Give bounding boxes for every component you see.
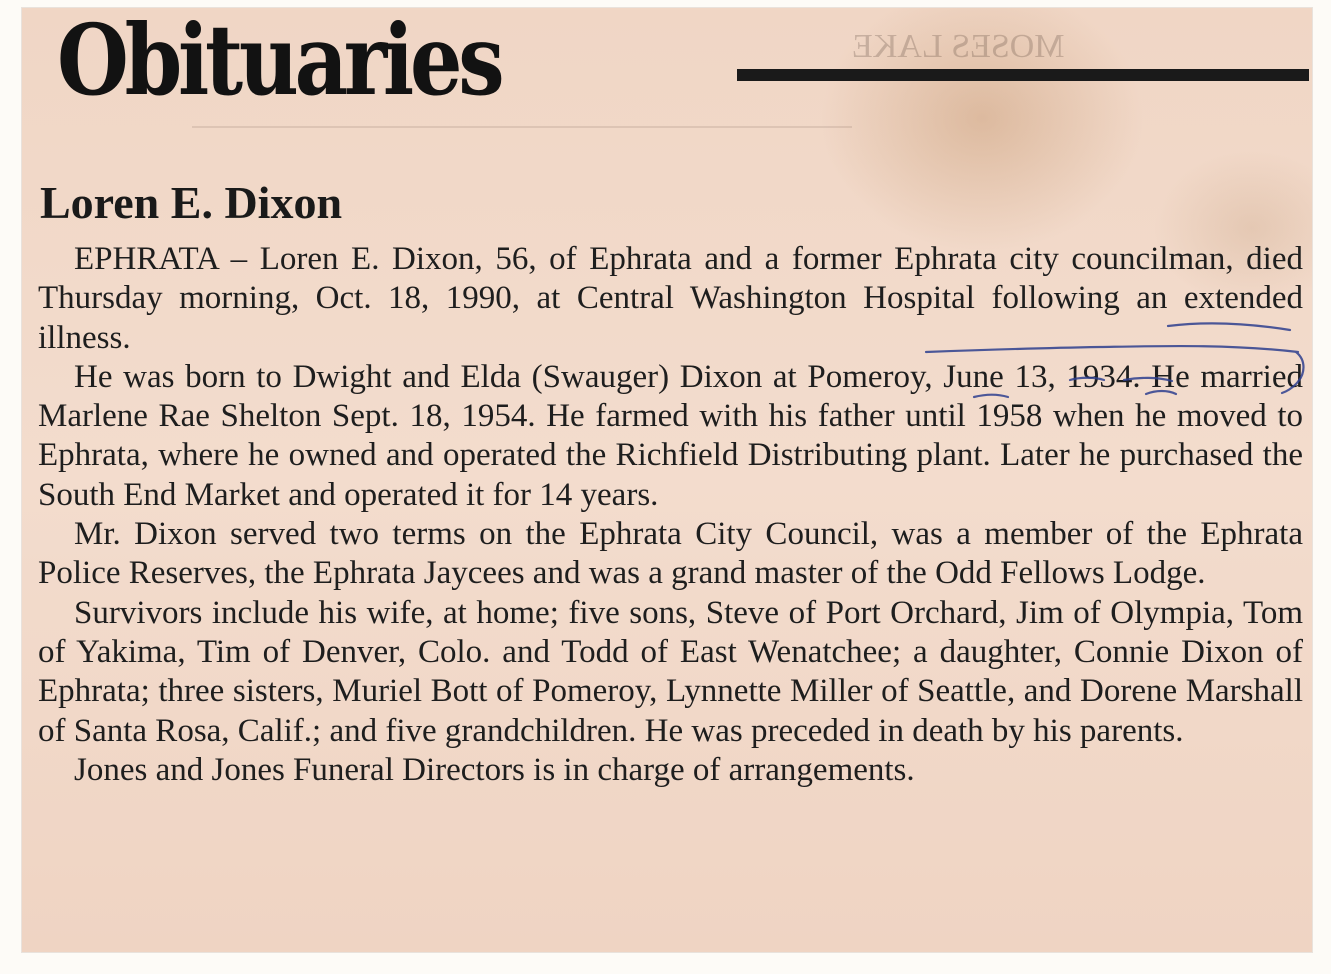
obituary-body <box>38 240 1303 790</box>
paragraph-death-notice: EPHRATA – Loren E. Dixon, 56, of Ephrata and a former Ephrata city councilman, died Thursday morning, Oct. 18, 1990, at Central Washington Hospital following an extended illness. <box>38 241 1303 356</box>
obituary-headline: Loren E. Dixon <box>40 177 343 228</box>
paragraph-biography: He was born to Dwight and Elda (Swauger) Dixon at Pomeroy, June 13, 1934. He married Marlene Rae Shelton Sept. 18, 1954. He farmed with his father until 1958 when he moved to Ephrata, where he owned and operated the Richfield Distributing plant. Later he purchased the South End Market and operated it for 14 years. <box>38 358 1303 513</box>
newspaper-clipping <box>22 3 1312 952</box>
masthead-rule <box>737 69 1309 81</box>
paragraph-arrangements: Jones and Jones Funeral Directors is in charge of arrangements. <box>74 751 915 788</box>
paragraph-survivors: Survivors include his wife, at home; five sons, Steve of Port Orchard, Jim of Olympia, Tom of Yakima, Tim of Denver, Colo. and Todd of East Wenatchee; a daughter, Connie Dixon of Ephrata; three sisters, Muriel Bott of Pomeroy, Lynnette Miller of Seattle, and Dorene Marshall of Santa Rosa, Calif.; and five grandchildren. He was preceded in death by his parents. <box>38 594 1303 749</box>
paragraph-civic-service: Mr. Dixon served two terms on the Ephrata City Council, was a member of the Ephrata Police Reserves, the Ephrata Jaycees and was a grand master of the Odd Fellows Lodge. <box>38 516 1303 592</box>
bleed-through-rule <box>192 126 852 128</box>
section-masthead: Obituaries <box>57 3 501 117</box>
bleed-through-text: MOSES LAKE <box>852 28 1065 65</box>
